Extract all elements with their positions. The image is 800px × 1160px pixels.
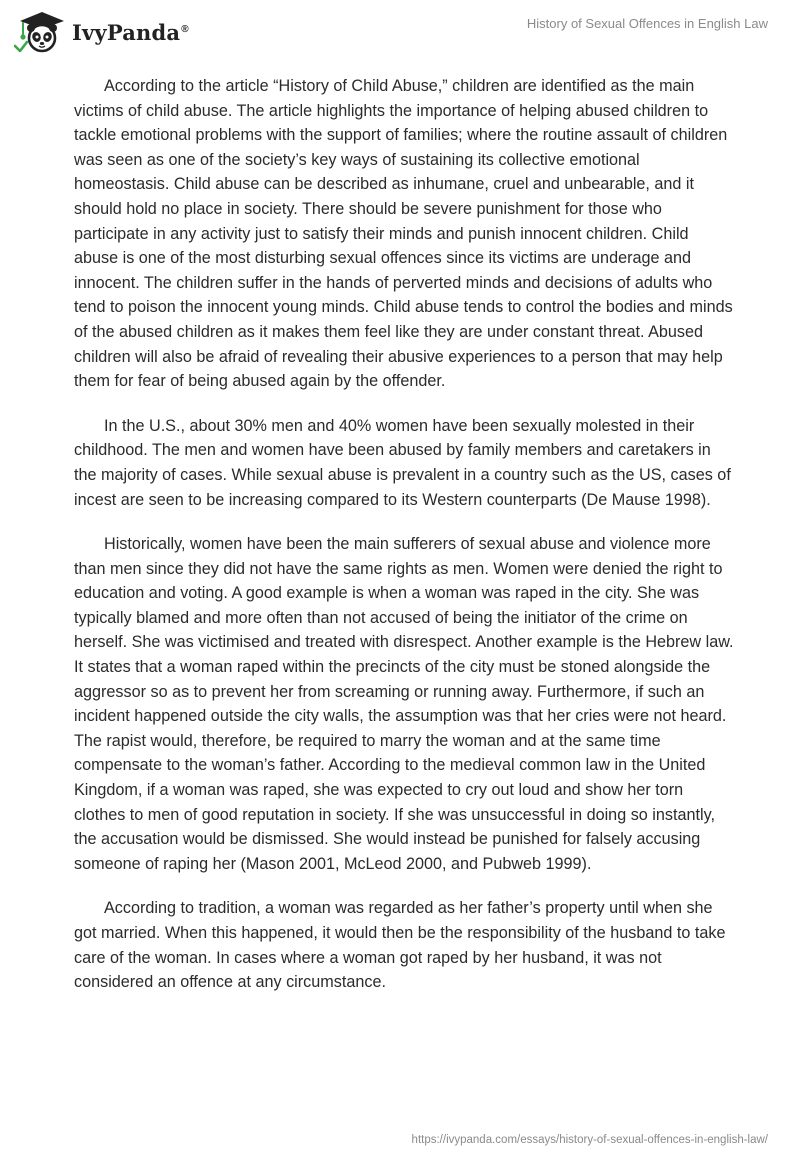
- ivypanda-logo[interactable]: [14, 8, 189, 54]
- panda-graduation-cap-icon: [14, 8, 66, 54]
- paragraph: According to the article “History of Child Abuse,” children are identified as the main victims of child abuse. The article highlights the importance of helping abused children to tackle emotional problems with the support of families; where the routine assault of children was seen as one of the society’s key ways of sustaining its collective emotional homeostasis. Child abuse can be described as inhumane, cruel and unbearable, and it should hold no place in society. There should be severe punishment for those who participate in any activity just to satisfy their minds and punish innocent children. Child abuse is one of the most disturbing sexual offences since its victims are underage and innocent. The children suffer in the hands of perverted minds and decisions of adults who tend to poison the innocent young minds. Child abuse tends to control the bodies and minds of the abused children as it makes them feel like they are under constant threat. Abused children will also be afraid of revealing their abusive experiences to a person that may help them for fear of being abused again by the offender.: [74, 77, 733, 391]
- source-url[interactable]: https://ivypanda.com/essays/history-of-sexual-offences-in-english-law/: [411, 1134, 768, 1146]
- logo-text: IvyPanda®: [72, 19, 189, 45]
- logo-registered-mark: ®: [181, 23, 189, 35]
- paragraph: In the U.S., about 30% men and 40% women have been sexually molested in their childhood. The men and women have been abused by family members and caretakers in the majority of cases. While sexual abuse is prevalent in a country such as the US, cases of incest are seen to be increasing compared to its Western counterparts (De Mause 1998).: [74, 416, 731, 509]
- essay-body: [74, 74, 734, 1015]
- page-header: [0, 0, 800, 70]
- document-title: History of Sexual Offences in English Law: [526, 16, 768, 31]
- paragraph: According to tradition, a woman was regarded as her father’s property until when she got married. When this happened, it would then be the responsibility of the husband to take care of the woman. In cases where a woman got raped by her husband, it was not considered an offence at any circumstance.: [74, 899, 726, 992]
- paragraph: Historically, women have been the main sufferers of sexual abuse and violence more than men since they did not have the same rights as men. Women were denied the right to education and voting. A good example is when a woman was raped in the city. She was typically blamed and more often than not accused of being the initiator of the crime on herself. She was victimised and treated with disrespect. Another example is the Hebrew law. It states that a woman raped within the precincts of the city must be stoned alongside the aggressor so as to prevent her from screaming or running away. Furthermore, if such an incident happened outside the city walls, the assumption was that her cries were not heard. The rapist would, therefore, be required to marry the woman and at the same time compensate to the woman’s father. According to the medieval common law in the United Kingdom, if a woman was raped, she was expected to cry out loud and show her torn clothes to men of good reputation in society. If she was unsuccessful in doing so instantly, the accusation would be dismissed. She would instead be punished for falsely accusing someone of raping her (Mason 2001, McLeod 2000, and Pubweb 1999).: [74, 535, 734, 873]
